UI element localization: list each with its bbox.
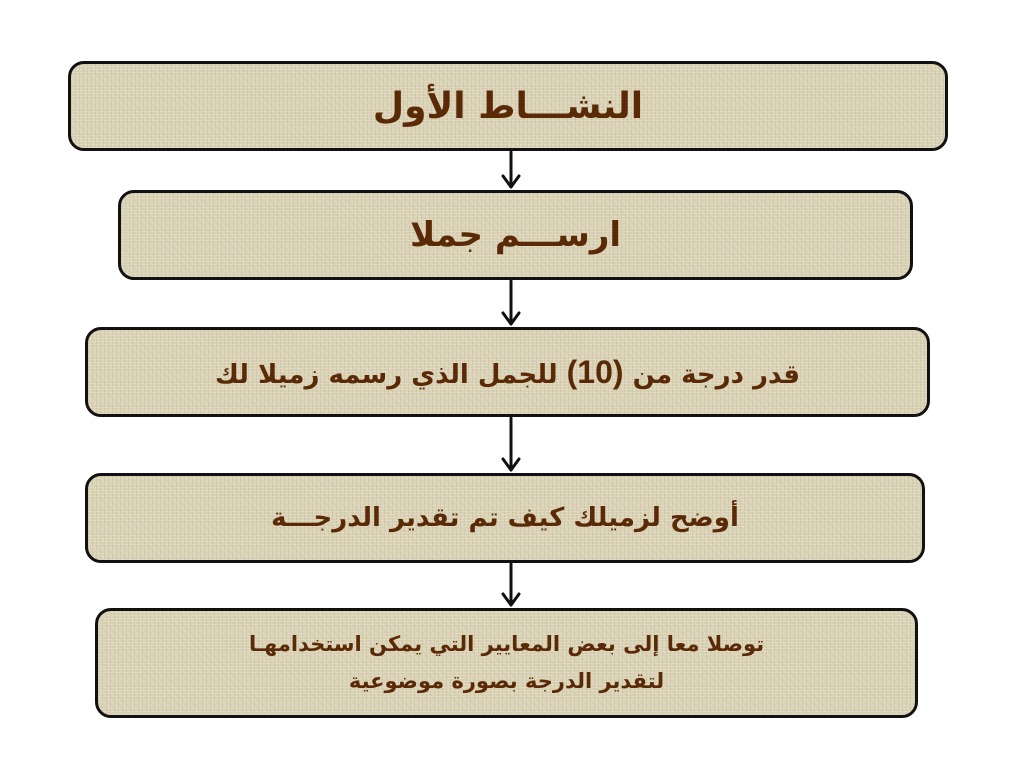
step-text-line-2: لتقدير الدرجة بصورة موضوعية — [348, 669, 665, 693]
step-text-before: قدر درجة من — [623, 359, 801, 390]
arrow-3-to-4 — [503, 418, 519, 470]
step-text: أوضح لزميلك كيف تم تقدير الدرجـــة — [271, 503, 739, 533]
step-box-agree-criteria — [95, 608, 918, 718]
step-box-draw-camel — [118, 190, 913, 280]
step-box-explain-grading — [85, 473, 925, 563]
arrow-2-to-3 — [503, 281, 519, 324]
step-text-after: للجمل الذي رسمه زميلا لك — [214, 359, 567, 390]
step-text: النشـــاط الأول — [372, 85, 644, 127]
step-text: ارســـم جملا — [409, 215, 622, 255]
arrow-4-to-5 — [503, 564, 519, 605]
score-number: (10) — [566, 353, 624, 390]
step-text — [215, 354, 800, 391]
step-box-estimate-score — [85, 327, 930, 417]
arrow-1-to-2 — [503, 152, 519, 187]
step-box-first-activity — [68, 61, 948, 151]
step-text-line-1: توصلا معا إلى بعض المعايير التي يمكن استخدامهـا — [248, 632, 765, 657]
